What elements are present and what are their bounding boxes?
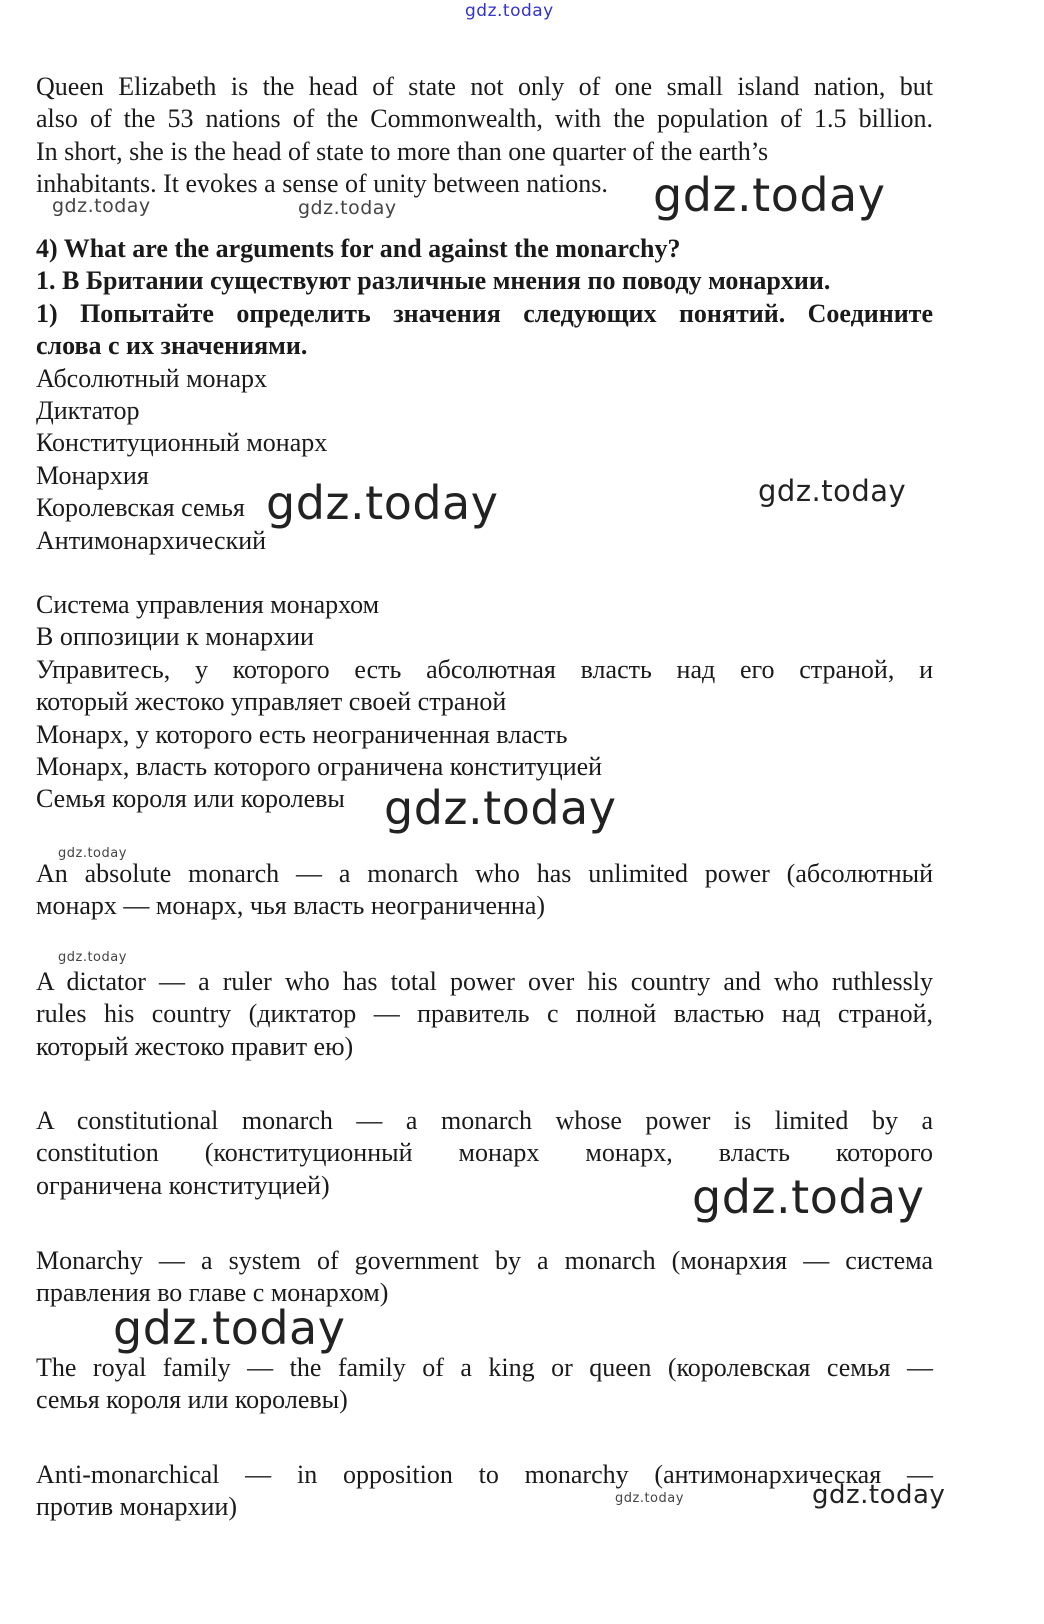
text-line: In short, she is the head of state to more than one quarter of the earth’s xyxy=(36,136,769,166)
text-line: Семья короля или королевы xyxy=(36,784,345,814)
text-line: A constitutional monarch — a monarch whose power is limited by a xyxy=(36,1106,933,1135)
text-line: constitution (конституционный монарх монарх, власть которого xyxy=(36,1138,933,1168)
text-line: Монарх, у которого есть неограниченная власть xyxy=(36,719,568,749)
watermark: gdz.today xyxy=(113,1301,346,1355)
text-line: против монархии) xyxy=(36,1492,238,1522)
text-line: Управитесь, у которого есть абсолютная власть над его страной, и xyxy=(36,654,933,684)
text-line: The royal family — the family of a king or queen (королевская семья — xyxy=(36,1353,933,1382)
text-line: An absolute monarch — a monarch who has unlimited power (абсолютный xyxy=(36,859,933,888)
text-line: 4) What are the arguments for and against the monarchy? xyxy=(36,234,681,263)
text-line: Антимонархический xyxy=(36,525,267,555)
answer-royal-family xyxy=(36,1352,933,1417)
text-line: Абсолютный монарх xyxy=(36,363,268,393)
text-line: Конституционный монарх xyxy=(36,428,328,458)
text-line: inhabitants. It evokes a sense of unity between nations. xyxy=(36,169,608,199)
watermark: gdz.today xyxy=(812,1480,946,1510)
watermark: gdz.today xyxy=(758,474,907,508)
watermark: gdz.today xyxy=(52,195,151,217)
text-line: also of the 53 nations of the Commonwealth, with the population of 1.5 billion. xyxy=(36,104,933,134)
watermark: gdz.today xyxy=(384,781,617,835)
answer-dictator xyxy=(36,966,933,1063)
text-line: 1. В Британии существуют различные мнения по поводу монархии. xyxy=(36,266,831,296)
watermark: gdz.today xyxy=(465,1,554,21)
text-line: Система управления монархом xyxy=(36,590,380,619)
answer-absolute-monarch xyxy=(36,858,933,923)
watermark: gdz.today xyxy=(692,1170,925,1224)
watermark: gdz.today xyxy=(298,197,397,219)
text-line: правления во главе с монархом) xyxy=(36,1278,389,1308)
text-line: A dictator — a ruler who has total power over his country and who ruthlessly xyxy=(36,967,933,996)
text-line: rules his country (диктатор — правитель с полной властью над страной, xyxy=(36,999,933,1029)
text-line: Anti-monarchical — in opposition to monarchy (антимонархическая — xyxy=(36,1460,933,1489)
text-line: В оппозиции к монархии xyxy=(36,622,314,652)
text-line: монарх — монарх, чья власть неограниченна) xyxy=(36,891,546,921)
text-line: который жестоко правит ею) xyxy=(36,1031,354,1061)
text-line: Диктатор xyxy=(36,396,140,426)
text-line: Monarchy — a system of government by a monarch (монархия — система xyxy=(36,1246,933,1275)
text-line: который жестоко управляет своей страной xyxy=(36,687,507,717)
text-line: слова с их значениями. xyxy=(36,331,308,361)
watermark: gdz.today xyxy=(653,168,886,222)
text-line: 1) Попытайте определить значения следующих понятий. Соедините xyxy=(36,298,933,328)
watermark: gdz.today xyxy=(58,846,127,861)
watermark: gdz.today xyxy=(615,1491,684,1506)
text-line: Монарх, власть которого ограничена конституцией xyxy=(36,752,603,782)
text-line: ограничена конституцией) xyxy=(36,1170,330,1200)
text-line: Монархия xyxy=(36,460,149,490)
answer-anti-monarchical xyxy=(36,1459,933,1524)
watermark: gdz.today xyxy=(58,950,127,965)
text-line: Queen Elizabeth is the head of state not only of one small island nation, but xyxy=(36,72,933,101)
text-line: Королевская семья xyxy=(36,493,245,523)
watermark: gdz.today xyxy=(266,476,499,530)
text-line: семья короля или королевы) xyxy=(36,1385,348,1415)
